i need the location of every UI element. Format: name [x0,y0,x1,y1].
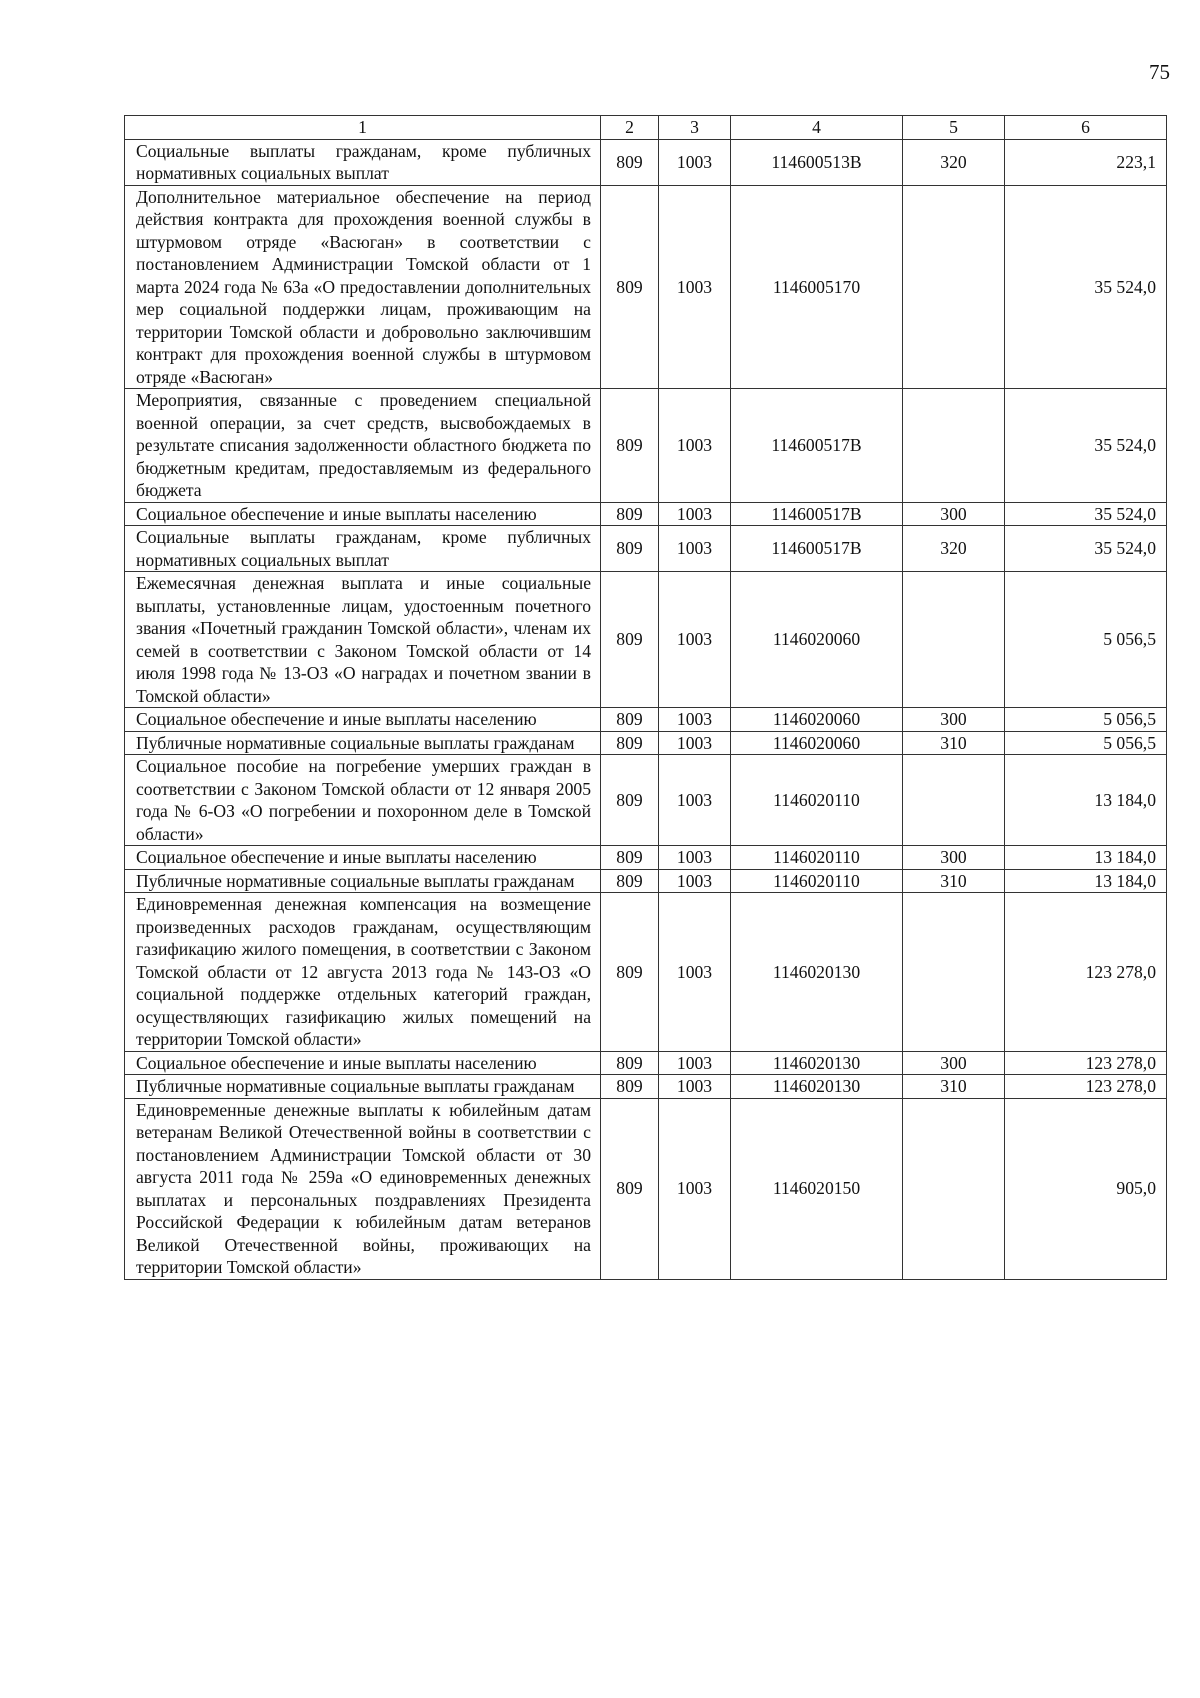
header-col-3: 3 [659,116,731,140]
table-row [125,1098,1167,1279]
table-row [125,389,1167,503]
expense-type-code [903,572,1005,708]
ministry-code: 809 [601,893,659,1052]
row-description: Публичные нормативные социальные выплаты гражданам [125,869,601,893]
target-article-code: 1146020150 [731,1098,903,1279]
page-number: 75 [1149,60,1170,84]
amount-value: 13 184,0 [1005,755,1167,846]
ministry-code: 809 [601,572,659,708]
row-description: Мероприятия, связанные с проведением специальной военной операции, за счет средств, высвобождаемых в результате списания задолженности областного бюджета по бюджетным кредитам, предоставляемым из федерального бюджета [125,389,601,503]
table-row [125,502,1167,526]
amount-value: 223,1 [1005,139,1167,185]
amount-value: 5 056,5 [1005,572,1167,708]
section-code: 1003 [659,731,731,755]
expense-type-code [903,755,1005,846]
expense-type-code [903,893,1005,1052]
amount-value: 123 278,0 [1005,1075,1167,1099]
expense-type-code: 300 [903,502,1005,526]
expense-type-code: 300 [903,846,1005,870]
row-description: Социальное пособие на погребение умерших граждан в соответствии с Законом Томской области от 12 января 2005 года № 6-ОЗ «О погребении и похоронном деле в Томской области» [125,755,601,846]
expense-type-code: 320 [903,526,1005,572]
expense-type-code: 300 [903,1051,1005,1075]
section-code: 1003 [659,1051,731,1075]
ministry-code: 809 [601,731,659,755]
ministry-code: 809 [601,139,659,185]
target-article-code: 114600517В [731,502,903,526]
expense-type-code: 310 [903,1075,1005,1099]
section-code: 1003 [659,708,731,732]
target-article-code: 1146020110 [731,846,903,870]
target-article-code: 1146005170 [731,185,903,389]
target-article-code: 1146020130 [731,1075,903,1099]
header-col-5: 5 [903,116,1005,140]
section-code: 1003 [659,572,731,708]
header-col-1: 1 [125,116,601,140]
amount-value: 13 184,0 [1005,869,1167,893]
target-article-code: 114600517В [731,526,903,572]
ministry-code: 809 [601,526,659,572]
header-row [125,116,1167,140]
row-description: Единовременные денежные выплаты к юбилейным датам ветеранам Великой Отечественной войны в соответствии с постановлением Администрации Томской области от 30 августа 2011 года № 259а «О единовременных денежных выплатах и персональных поздравлениях Президента Российской Федерации к юбилейным датам ветеранов Великой Отечественной войны, проживающих на территории Томской области» [125,1098,601,1279]
expense-type-code: 310 [903,731,1005,755]
target-article-code: 1146020130 [731,893,903,1052]
amount-value: 123 278,0 [1005,893,1167,1052]
ministry-code: 809 [601,502,659,526]
section-code: 1003 [659,893,731,1052]
section-code: 1003 [659,1098,731,1279]
ministry-code: 809 [601,846,659,870]
table-row [125,708,1167,732]
amount-value: 905,0 [1005,1098,1167,1279]
section-code: 1003 [659,869,731,893]
expense-type-code [903,1098,1005,1279]
amount-value: 5 056,5 [1005,708,1167,732]
table-header [125,116,1167,140]
amount-value: 35 524,0 [1005,389,1167,503]
expense-type-code: 310 [903,869,1005,893]
ministry-code: 809 [601,389,659,503]
header-col-4: 4 [731,116,903,140]
section-code: 1003 [659,185,731,389]
header-col-6: 6 [1005,116,1167,140]
row-description: Публичные нормативные социальные выплаты гражданам [125,731,601,755]
row-description: Социальные выплаты гражданам, кроме публичных нормативных социальных выплат [125,139,601,185]
amount-value: 35 524,0 [1005,526,1167,572]
amount-value: 123 278,0 [1005,1051,1167,1075]
target-article-code: 1146020110 [731,869,903,893]
ministry-code: 809 [601,869,659,893]
expense-type-code [903,389,1005,503]
amount-value: 5 056,5 [1005,731,1167,755]
ministry-code: 809 [601,1098,659,1279]
ministry-code: 809 [601,185,659,389]
table-row [125,526,1167,572]
ministry-code: 809 [601,1075,659,1099]
target-article-code: 1146020110 [731,755,903,846]
section-code: 1003 [659,139,731,185]
row-description: Публичные нормативные социальные выплаты гражданам [125,1075,601,1099]
row-description: Единовременная денежная компенсация на возмещение произведенных расходов гражданам, осуществляющим газификацию жилого помещения, в соответствии с Законом Томской области от 12 августа 2013 года № 143-ОЗ «О социальной поддержке отдельных категорий граждан, осуществляющих газификацию жилых помещений на территории Томской области» [125,893,601,1052]
row-description: Социальное обеспечение и иные выплаты населению [125,502,601,526]
ministry-code: 809 [601,755,659,846]
target-article-code: 1146020060 [731,572,903,708]
row-description: Социальное обеспечение и иные выплаты населению [125,1051,601,1075]
budget-table [124,115,1167,1280]
table-row [125,572,1167,708]
section-code: 1003 [659,526,731,572]
target-article-code: 1146020060 [731,708,903,732]
table-row [125,731,1167,755]
table-row [125,755,1167,846]
section-code: 1003 [659,502,731,526]
table-row [125,139,1167,185]
amount-value: 35 524,0 [1005,502,1167,526]
table-row [125,869,1167,893]
section-code: 1003 [659,1075,731,1099]
table-body [125,139,1167,1279]
section-code: 1003 [659,755,731,846]
table-row [125,893,1167,1052]
row-description: Социальное обеспечение и иные выплаты населению [125,846,601,870]
target-article-code: 114600517В [731,389,903,503]
row-description: Социальное обеспечение и иные выплаты населению [125,708,601,732]
ministry-code: 809 [601,708,659,732]
row-description: Дополнительное материальное обеспечение на период действия контракта для прохождения военной службы в штурмовом отряде «Васюган» в соответствии с постановлением Администрации Томской области от 1 марта 2024 года № 63а «О предоставлении дополнительных мер социальной поддержки лицам, проживающим на территории Томской области и добровольно заключившим контракт для прохождения военной службы в штурмовом отряде «Васюган» [125,185,601,389]
section-code: 1003 [659,389,731,503]
table-row [125,846,1167,870]
table-row [125,1051,1167,1075]
header-col-2: 2 [601,116,659,140]
section-code: 1003 [659,846,731,870]
ministry-code: 809 [601,1051,659,1075]
row-description: Социальные выплаты гражданам, кроме публичных нормативных социальных выплат [125,526,601,572]
target-article-code: 1146020060 [731,731,903,755]
target-article-code: 1146020130 [731,1051,903,1075]
expense-type-code: 300 [903,708,1005,732]
table-row [125,1075,1167,1099]
table-row [125,185,1167,389]
expense-type-code [903,185,1005,389]
row-description: Ежемесячная денежная выплата и иные социальные выплаты, установленные лицам, удостоенным почетного звания «Почетный гражданин Томской области», членам их семей в соответствии с Законом Томской области от 14 июля 1998 года № 13-ОЗ «О наградах и почетном звании в Томской области» [125,572,601,708]
expense-type-code: 320 [903,139,1005,185]
amount-value: 13 184,0 [1005,846,1167,870]
target-article-code: 114600513В [731,139,903,185]
amount-value: 35 524,0 [1005,185,1167,389]
